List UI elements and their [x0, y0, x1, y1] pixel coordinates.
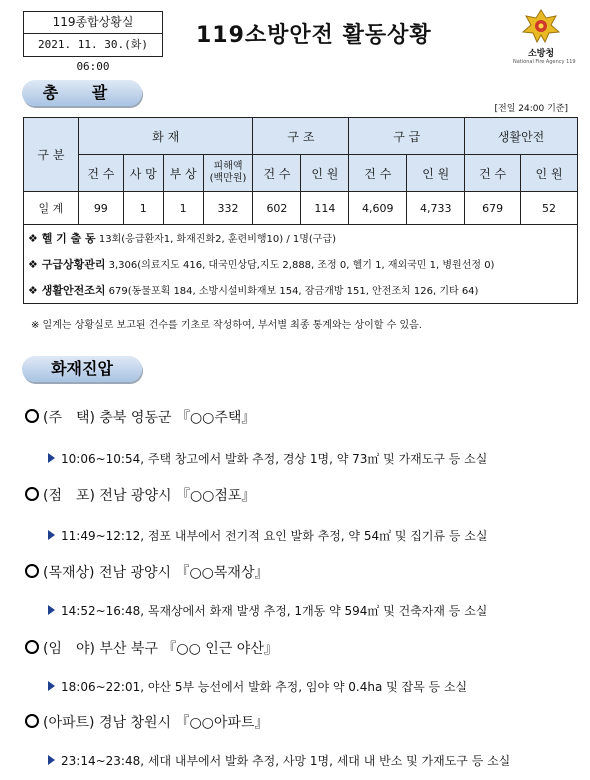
incident-desc: 11:49~12:12, 점포 내부에서 전기적 요인 발화 추정, 약 54㎡ 및 집기류 등 소실: [48, 527, 488, 544]
value-cell: 99: [78, 192, 123, 225]
page-title: 119소방안전 활동상황: [196, 23, 432, 48]
subhead: 건 수: [253, 155, 301, 192]
value-cell: 1: [123, 192, 163, 225]
header-info-box: [23, 11, 163, 73]
subhead-damage: 피해액 (백만원): [203, 155, 253, 192]
circle-bullet-icon: [25, 714, 39, 728]
summary-remark: ※ 일계는 상황실로 보고된 건수를 기초로 작성하여, 부서별 최종 통계와는 상이할 수 있음.: [31, 320, 422, 331]
triangle-bullet-icon: [48, 530, 55, 540]
subhead: 인 원: [301, 155, 349, 192]
summary-table: [23, 117, 578, 304]
incident-title: (임 야) 부산 북구 『○○ 인근 야산』: [25, 638, 278, 658]
row-label: 일 계: [24, 192, 79, 225]
incident-title: (주 택) 충북 영동군 『○○주택』: [25, 407, 255, 427]
value-cell: 679: [465, 192, 521, 225]
incident-title: (아파트) 경남 창원시 『○○아파트』: [25, 712, 268, 732]
subhead: 건 수: [78, 155, 123, 192]
subhead: 사 망: [123, 155, 163, 192]
circle-bullet-icon: [25, 640, 39, 654]
incident-desc: 23:14~23:48, 세대 내부에서 발화 추정, 사망 1명, 세대 내 반소 및 가재도구 등 소실: [48, 752, 510, 769]
value-cell: 332: [203, 192, 253, 225]
note-safety: [24, 277, 578, 304]
row-head: 구 분: [24, 118, 79, 192]
office-name: 119종합상황실: [24, 12, 162, 34]
note-ems: [24, 251, 578, 277]
standard-time: [전일 24:00 기준]: [494, 104, 568, 114]
value-cell: 4,733: [407, 192, 465, 225]
note-label: ❖ 헬 기 출 동: [28, 232, 96, 245]
logo-text: 소방청: [527, 49, 555, 59]
circle-bullet-icon: [25, 564, 39, 578]
triangle-bullet-icon: [48, 755, 55, 765]
subhead: 인 원: [521, 155, 578, 192]
note-label: ❖ 생활안전조치: [28, 284, 106, 297]
group-fire: 화 재: [78, 118, 253, 155]
agency-logo: [513, 8, 576, 65]
value-cell: 52: [521, 192, 578, 225]
fire-section-label: 화재진압: [22, 356, 142, 382]
note-text: 679(동물포획 184, 소방시설비화재보 154, 잠금개방 151, 안전조치 126, 기타 64): [108, 286, 479, 297]
logo-subtext: National Fire Agency 119: [513, 59, 576, 65]
incident-desc: 18:06~22:01, 야산 5부 능선에서 발화 추정, 임야 약 0.4ha 및 잡목 등 소실: [48, 678, 467, 695]
triangle-bullet-icon: [48, 681, 55, 691]
group-rescue: 구 조: [253, 118, 349, 155]
subhead: 건 수: [465, 155, 521, 192]
emblem-icon: [521, 8, 561, 44]
subhead: 건 수: [349, 155, 407, 192]
report-datetime: 2021. 11. 30.(화) 06:00: [38, 38, 148, 73]
circle-bullet-icon: [25, 409, 39, 423]
incident-title: (목재상) 전남 광양시 『○○목재상』: [25, 562, 268, 582]
triangle-bullet-icon: [48, 453, 55, 463]
note-helicopter: [24, 225, 578, 252]
subhead: 부 상: [163, 155, 203, 192]
note-text: 13회(응급환자1, 화재진화2, 훈련비행10) / 1명(구급): [98, 234, 337, 245]
incident-desc: 10:06~10:54, 주택 창고에서 발화 추정, 경상 1명, 약 73㎡ 및 가재도구 등 소실: [48, 450, 487, 467]
subhead: 인 원: [407, 155, 465, 192]
incident-title: (점 포) 전남 광양시 『○○점포』: [25, 485, 255, 505]
value-cell: 602: [253, 192, 301, 225]
incident-desc: 14:52~16:48, 목재상에서 화재 발생 추정, 1개동 약 594㎡ 및 건축자재 등 소실: [48, 602, 487, 619]
circle-bullet-icon: [25, 487, 39, 501]
triangle-bullet-icon: [48, 605, 55, 615]
note-text: 3,306(의료지도 416, 대국민상담,지도 2,888, 조정 0, 헬기 1, 재외국민 1, 병원선정 0): [108, 260, 495, 271]
group-safety: 생활안전: [465, 118, 578, 155]
note-label: ❖ 구급상황관리: [28, 258, 106, 271]
summary-section-label: 총 괄: [22, 80, 142, 106]
group-ems: 구 급: [349, 118, 465, 155]
value-cell: 1: [163, 192, 203, 225]
value-cell: 4,609: [349, 192, 407, 225]
value-cell: 114: [301, 192, 349, 225]
